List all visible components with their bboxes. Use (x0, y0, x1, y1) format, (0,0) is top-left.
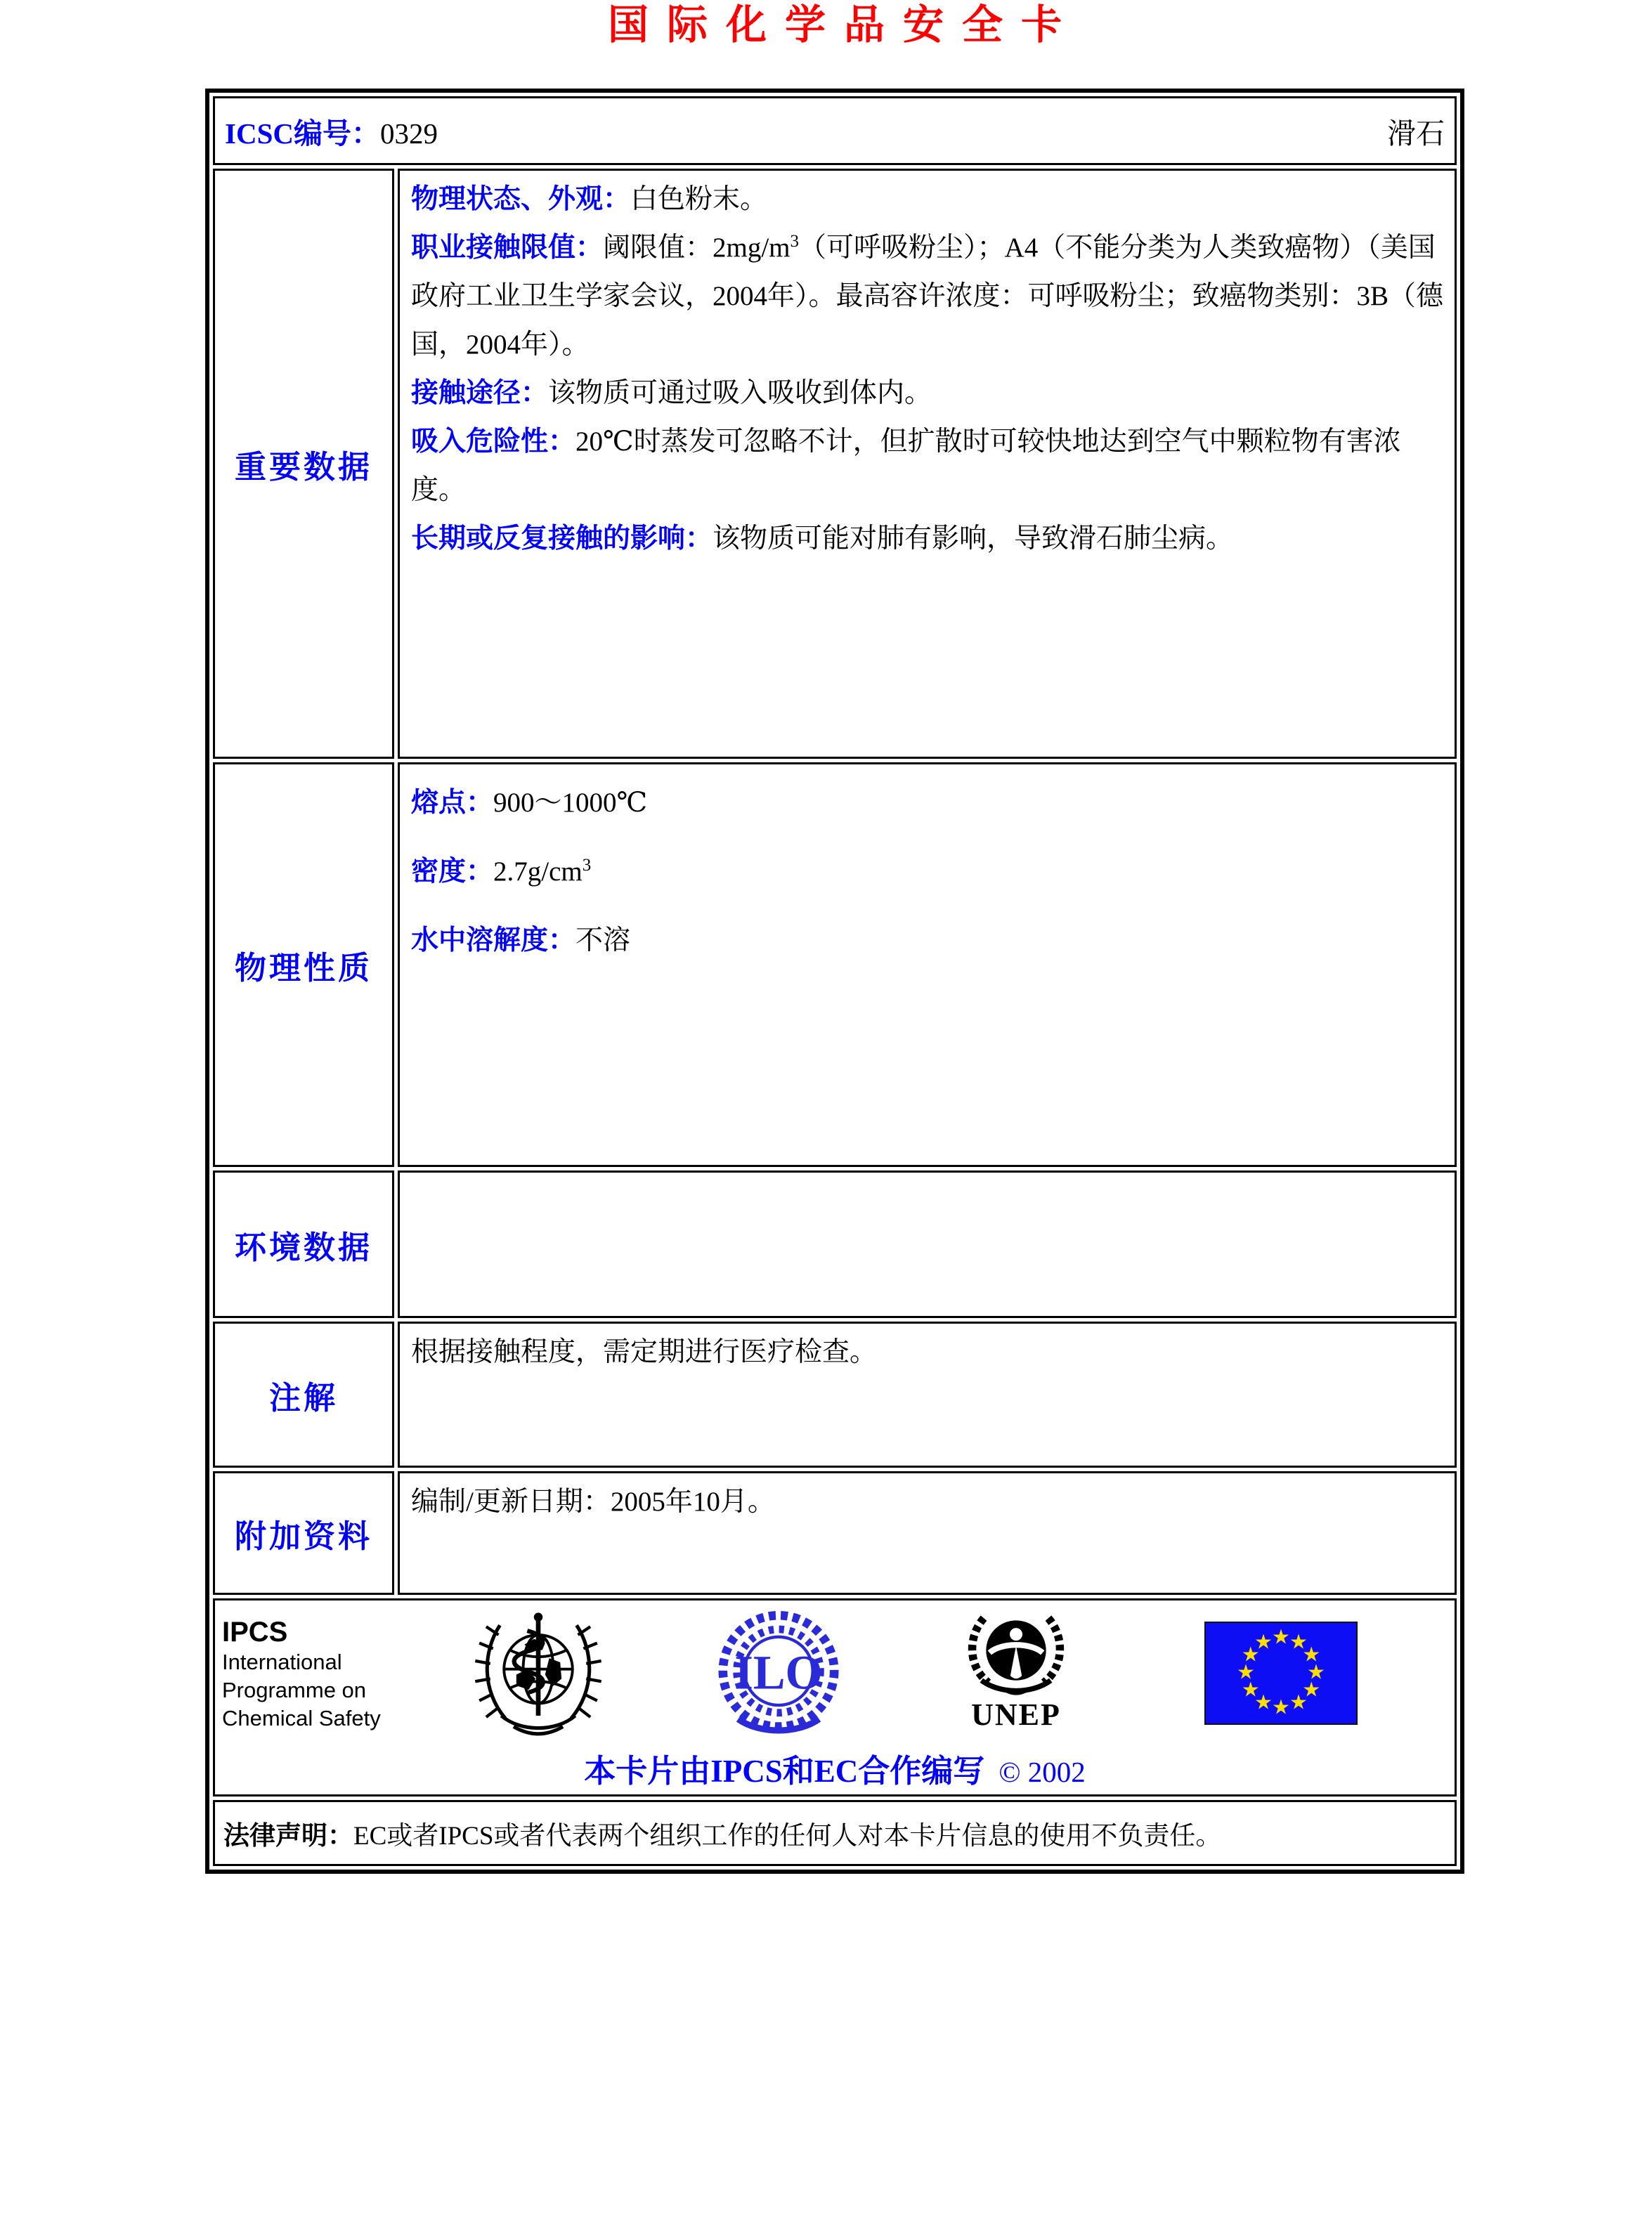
caption-text: 本卡片由IPCS和EC合作编写 (584, 1754, 985, 1789)
eu-star-icon: ★ (1272, 1695, 1290, 1719)
icsc-number-label: ICSC编号： (225, 117, 380, 150)
row-important-data (213, 169, 1457, 759)
field-density (411, 837, 1443, 906)
unep-emblem-icon (956, 1609, 1076, 1699)
field-value: （可呼吸粉尘）；A4（不能分类为人类致癌物）（美国政府工业卫生学家会议，2004年）。最高容许浓度：可呼吸粉尘；致癌物类别：3B（德国，2004年）。 (411, 233, 1444, 360)
eu-star-icon: ★ (1241, 1677, 1260, 1702)
field-label: 密度： (411, 856, 494, 887)
field-value: 2.7g/cm (493, 856, 583, 887)
unep-logo (953, 1609, 1079, 1731)
icsc-number-value: 0329 (379, 117, 438, 150)
field-physical-state-appearance (411, 175, 1443, 223)
section-label-environmental-data: 环境数据 (213, 1171, 394, 1318)
field-occupational-exposure-limits (411, 223, 1443, 369)
section-label-notes: 注解 (213, 1322, 394, 1468)
section-label-physical-properties: 物理性质 (213, 762, 394, 1167)
ipcs-name: IPCS (222, 1617, 288, 1648)
eu-flag-icon (1204, 1622, 1358, 1725)
row-legal (213, 1800, 1457, 1866)
field-water-solubility (411, 906, 1443, 975)
eu-star-icon: ★ (1302, 1642, 1321, 1667)
ilo-emblem-icon (708, 1610, 849, 1737)
card-header-cell (213, 96, 1457, 165)
legal-label: 法律声明： (223, 1822, 353, 1851)
caption-copyright: © 2002 (999, 1756, 1086, 1788)
field-label: 水中溶解度： (411, 925, 576, 956)
field-value: 该物质可能对肺有影响，导致滑石肺尘病。 (713, 523, 1234, 554)
legal-cell (213, 1800, 1457, 1866)
field-label: 熔点： (411, 788, 494, 818)
field-value: 白色粉末。 (630, 184, 768, 214)
eu-star-icon: ★ (1237, 1660, 1255, 1684)
superscript: 3 (790, 232, 800, 251)
ipcs-line: Programme on (222, 1678, 367, 1702)
section-content-additional-info (398, 1471, 1457, 1595)
who-emblem-icon (468, 1606, 609, 1743)
field-label: 职业接触限值： (411, 233, 604, 263)
notes-text: 根据接触程度，需定期进行医疗检查。 (411, 1337, 878, 1367)
row-notes (213, 1322, 1457, 1468)
row-physical-properties (213, 762, 1457, 1167)
superscript: 3 (582, 856, 592, 875)
section-content-notes (398, 1322, 1457, 1468)
field-long-term-exposure-effects (411, 514, 1443, 563)
additional-info-text: 编制/更新日期：2005年10月。 (411, 1487, 775, 1517)
icsc-number (225, 110, 438, 152)
field-label: 吸入危险性： (411, 426, 576, 457)
field-routes-of-exposure (411, 369, 1443, 417)
card-header (225, 110, 1445, 152)
field-value: 阈限值：2mg/m (603, 233, 791, 263)
field-inhalation-risk (411, 417, 1443, 514)
legal-text: EC或者IPCS或者代表两个组织工作的任何人对本卡片信息的使用不负责任。 (353, 1822, 1222, 1851)
eu-star-icon: ★ (1254, 1629, 1273, 1654)
field-melting-point (411, 769, 1443, 837)
section-label-additional-info: 附加资料 (213, 1471, 394, 1595)
footer-cell (213, 1598, 1457, 1797)
field-value: 该物质可通过吸入吸收到体内。 (548, 378, 932, 408)
field-label: 接触途径： (411, 378, 549, 408)
field-value: 900～1000℃ (493, 788, 648, 818)
section-content-physical-properties (398, 762, 1457, 1167)
icsc-card (205, 89, 1464, 1874)
eu-star-icon: ★ (1289, 1690, 1308, 1714)
eu-star-icon: ★ (1272, 1624, 1290, 1649)
eu-star-icon: ★ (1254, 1690, 1273, 1714)
ipcs-line: Chemical Safety (222, 1706, 381, 1730)
section-label-important-data: 重要数据 (213, 169, 394, 759)
eu-star-icon: ★ (1241, 1642, 1260, 1667)
field-value: 20℃时蒸发可忽略不计，但扩散时可较快地达到空气中颗粒物有害浓度。 (411, 426, 1401, 505)
row-environmental-data (213, 1171, 1457, 1318)
row-footer-logos (213, 1598, 1457, 1797)
chemical-name: 滑石 (1387, 117, 1445, 150)
card-header-row (213, 96, 1457, 165)
ipcs-line: International (222, 1650, 342, 1674)
section-content-environmental-data (398, 1171, 1457, 1318)
ipcs-block (222, 1616, 381, 1733)
eu-star-icon: ★ (1307, 1660, 1325, 1684)
row-additional-info (213, 1471, 1457, 1595)
field-label: 长期或反复接触的影响： (411, 523, 713, 554)
eu-star-icon: ★ (1289, 1629, 1308, 1654)
unep-wordmark: UNEP (971, 1697, 1061, 1732)
section-content-important-data (398, 169, 1457, 759)
field-label: 物理状态、外观： (411, 184, 631, 214)
ilo-letters: ILO (734, 1645, 823, 1700)
field-value: 不溶 (575, 925, 631, 956)
page-title: 国际化学品安全卡 (607, 2, 1080, 48)
eu-star-icon: ★ (1302, 1677, 1321, 1702)
footer-caption (215, 1753, 1455, 1790)
